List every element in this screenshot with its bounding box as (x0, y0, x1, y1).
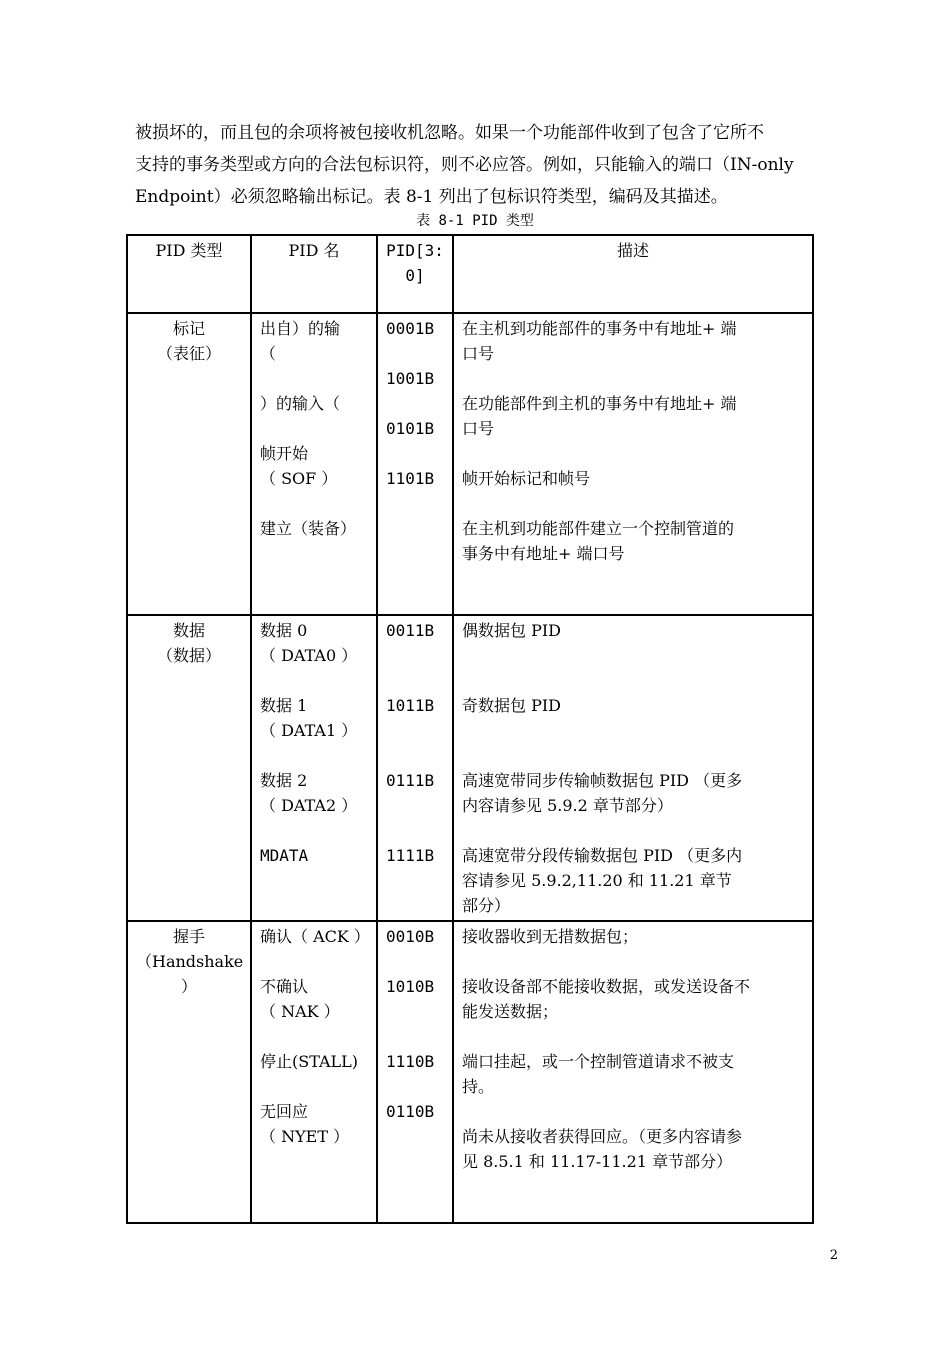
pid-name: 出自）的输 （ (260, 319, 341, 363)
pid-description: 奇数据包 PID (462, 696, 562, 715)
group-descriptions-handshake (453, 921, 813, 1223)
pid-code: 0010B (386, 927, 435, 946)
pid-name: 确认（ ACK ） (260, 927, 370, 946)
group-codes-token (377, 313, 453, 615)
group-names-data (251, 615, 377, 921)
table-caption: 表 8-1 PID 类型 (416, 213, 534, 229)
pid-code: 0101B (386, 419, 435, 438)
table-row-handshake (127, 921, 813, 1223)
pid-description: 偶数据包 PID (462, 621, 562, 640)
intro-paragraph (135, 117, 845, 213)
pid-description: 在主机到功能部件建立一个控制管道的 事务中有地址+ 端口号 (462, 519, 735, 563)
pid-description: 尚未从接收者获得回应。（更多内容请参 见 8.5.1 和 11.17-11.21 章节部分） (462, 1127, 743, 1171)
pid-code: 1001B (386, 369, 435, 388)
group-type-data: 数据 （数据） (127, 615, 251, 921)
pid-description: 在主机到功能部件的事务中有地址+ 端 口号 (462, 319, 737, 363)
pid-code: 0110B (386, 1102, 435, 1121)
pid-name: 不确认 （ NAK ） (260, 977, 340, 1021)
table-row-token (127, 313, 813, 615)
table-header-row (127, 235, 813, 313)
paragraph-line: Endpoint）必须忽略输出标记。表 8-1 列出了包标识符类型，编码及其描述。 (135, 187, 728, 207)
paragraph-line: 被损坏的，而且包的余项将被包接收机忽略。如果一个功能部件收到了包含了它所不 (135, 123, 764, 143)
pid-name: 无回应 （ NYET ） (260, 1102, 350, 1146)
pid-name: 数据 0 （ DATA0 ） (260, 621, 358, 665)
pid-code: 1010B (386, 977, 435, 996)
group-descriptions-token (453, 313, 813, 615)
pid-type-table (126, 234, 814, 1224)
pid-name: ）的输入（ (260, 394, 341, 413)
pid-description: 高速宽带同步传输帧数据包 PID （更多 内容请参见 5.9.2 章节部分） (462, 771, 743, 815)
group-codes-handshake (377, 921, 453, 1223)
pid-description: 高速宽带分段传输数据包 PID （更多内 容请参见 5.9.2,11.20 和 11.21 章节 部分） (462, 846, 743, 915)
pid-code: 1101B (386, 469, 435, 488)
pid-name: 建立（装备） (260, 519, 357, 538)
pid-code: 0111B (386, 771, 435, 790)
group-type-handshake: 握手 （Handshake ） (127, 921, 251, 1223)
pid-description: 接收器收到无措数据包； (462, 927, 639, 946)
group-names-handshake (251, 921, 377, 1223)
table-row-data (127, 615, 813, 921)
pid-description: 在功能部件到主机的事务中有地址+ 端 口号 (462, 394, 737, 438)
page-number: 2 (829, 1248, 838, 1263)
group-type-token: 标记 （表征） (127, 313, 251, 615)
group-names-token (251, 313, 377, 615)
pid-name: 帧开始 （ SOF ） (260, 444, 338, 488)
pid-name: MDATA (260, 846, 309, 865)
group-descriptions-data (453, 615, 813, 921)
pid-name: 数据 2 （ DATA2 ） (260, 771, 358, 815)
pid-name: 停止(STALL) (260, 1052, 359, 1071)
header-pid-type: PID 类型 (127, 235, 251, 313)
pid-code: 0001B (386, 319, 435, 338)
pid-code: 1011B (386, 696, 435, 715)
header-pid-bits: PID[3: 0] (377, 235, 453, 313)
pid-code: 1110B (386, 1052, 435, 1071)
paragraph-line: 支持的事务类型或方向的合法包标识符，则不必应答。例如，只能输入的端口（IN-only (135, 155, 794, 175)
pid-description: 帧开始标记和帧号 (462, 469, 591, 488)
header-pid-name: PID 名 (251, 235, 377, 313)
pid-description: 接收设备部不能接收数据，或发送设备不 能发送数据； (462, 977, 751, 1021)
pid-name: 数据 1 （ DATA1 ） (260, 696, 358, 740)
pid-description: 端口挂起，或一个控制管道请求不被支 持。 (462, 1052, 735, 1096)
group-codes-data (377, 615, 453, 921)
pid-code: 1111B (386, 846, 435, 865)
header-description: 描述 (453, 235, 813, 313)
pid-code: 0011B (386, 621, 435, 640)
